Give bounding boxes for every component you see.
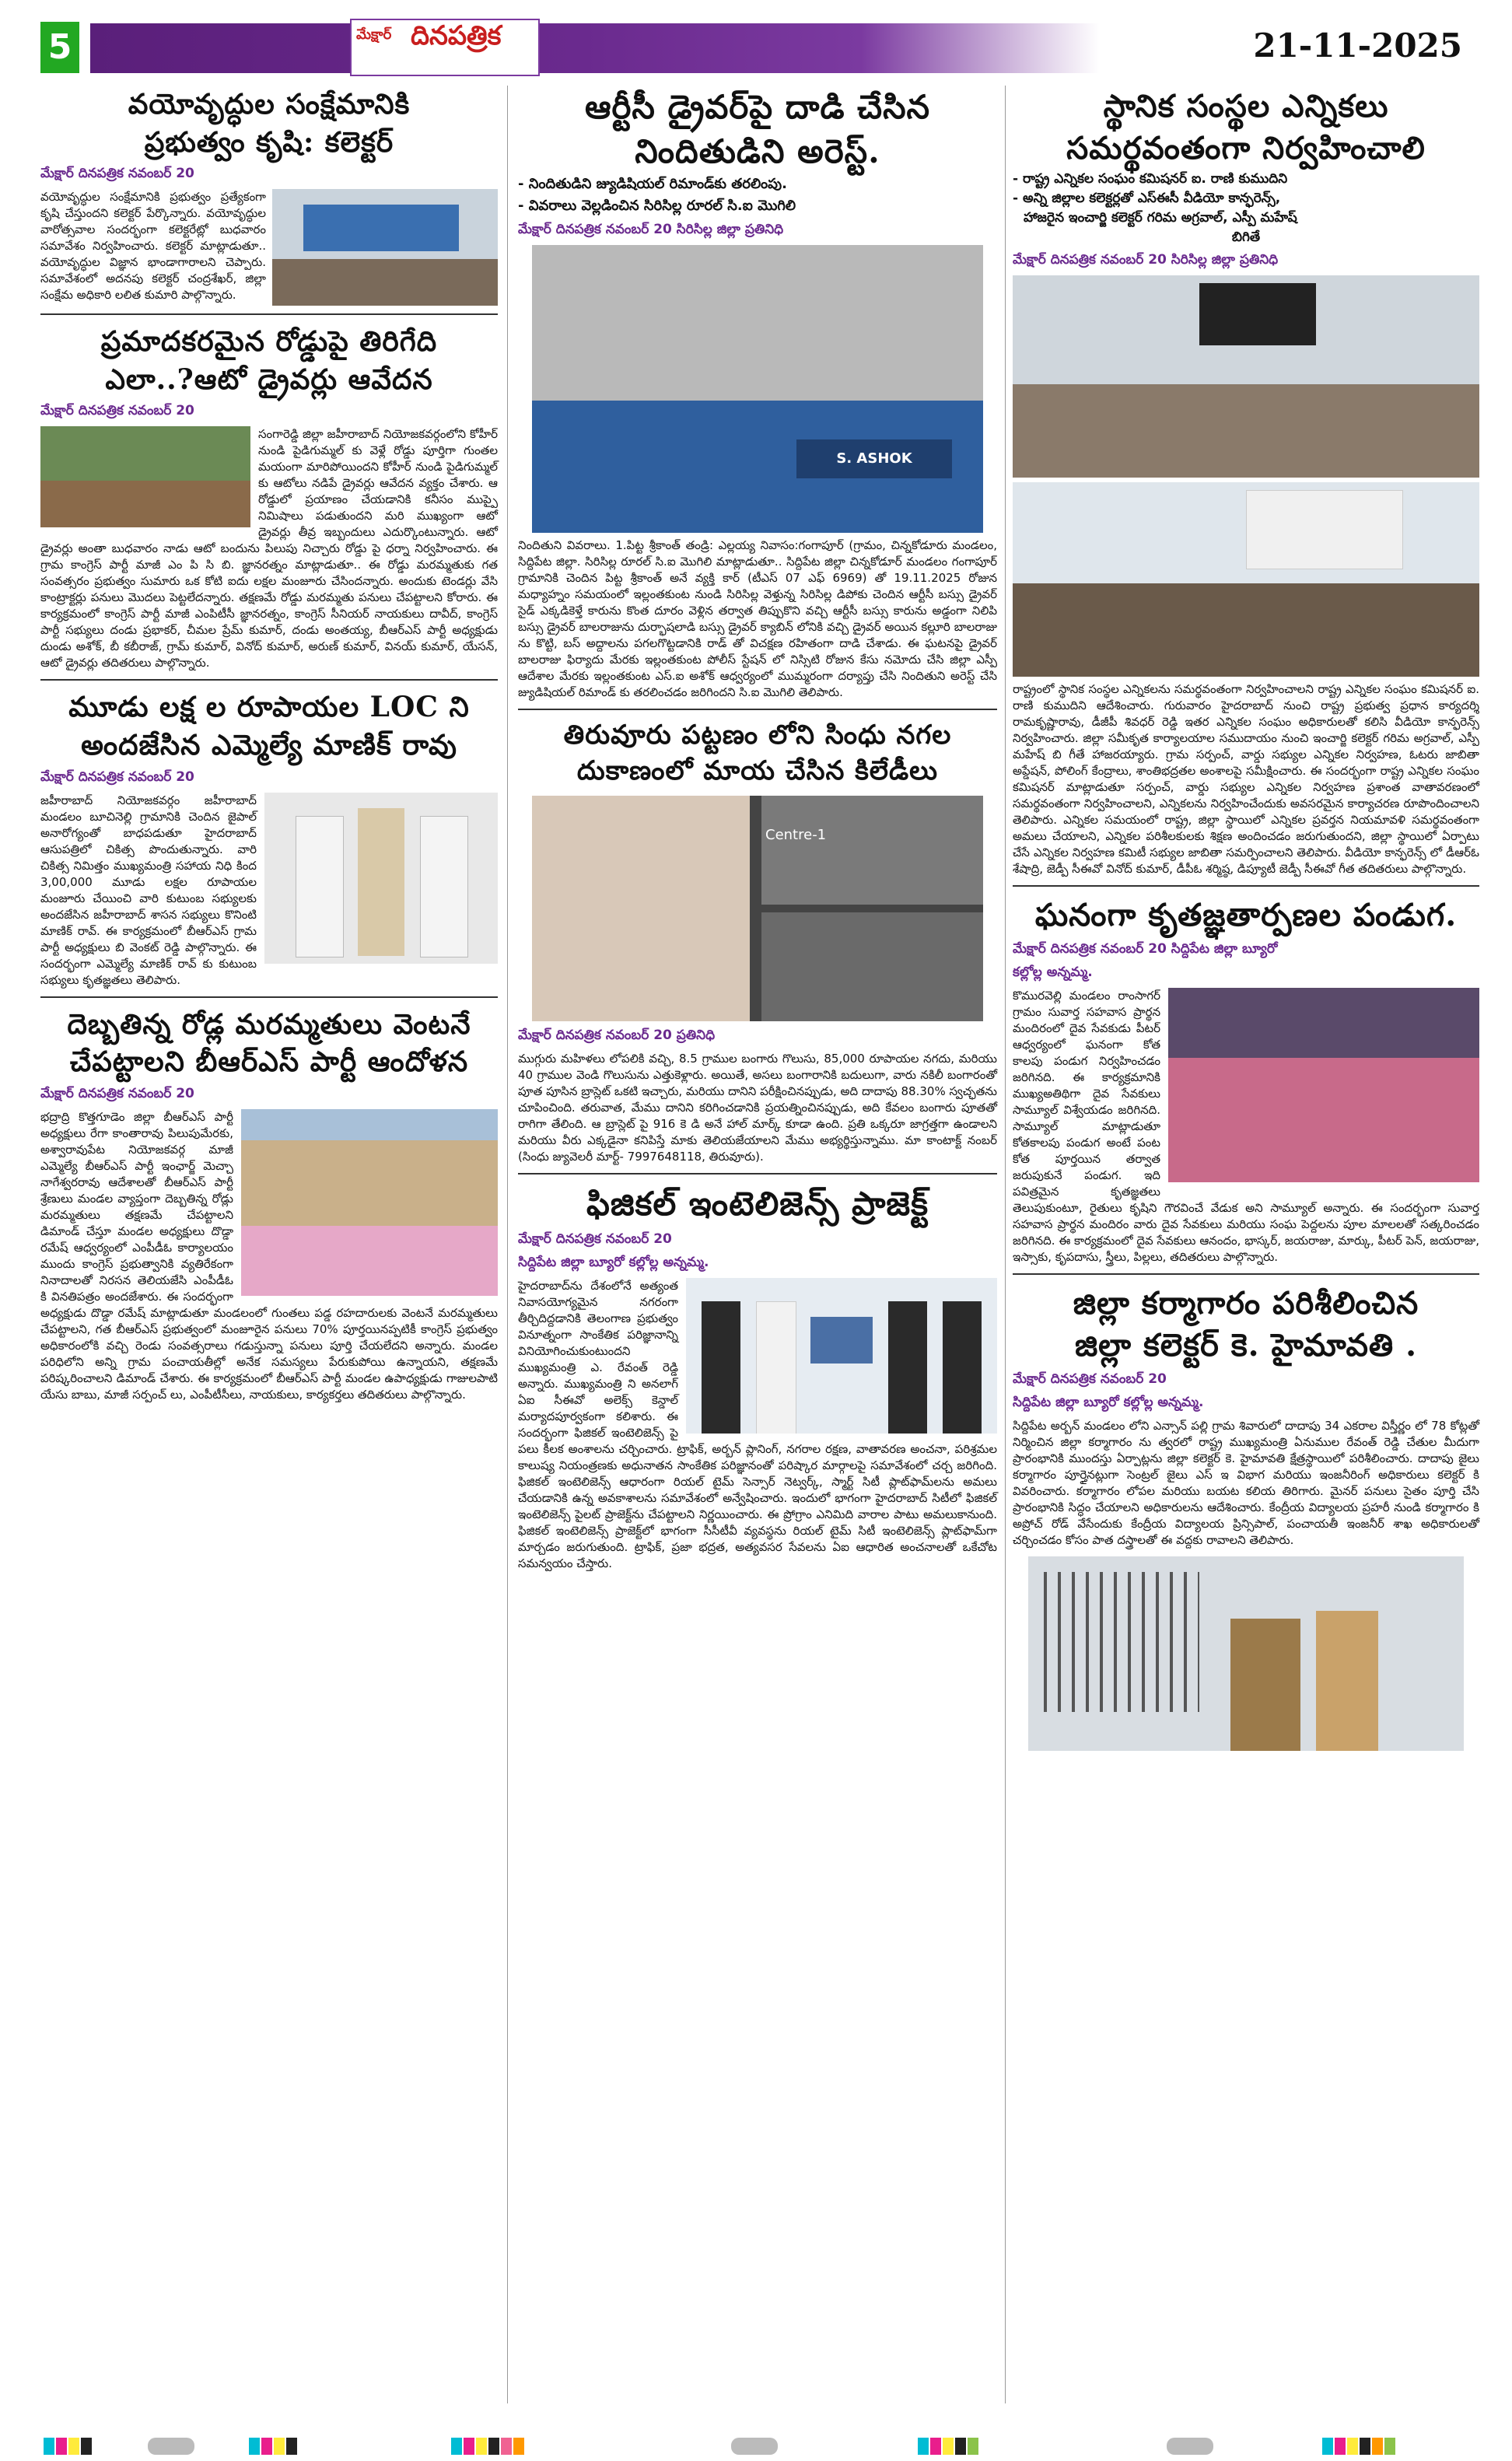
article-body: వయోవృద్ధుల సంక్షేమానికి ప్రభుత్వం ప్రత్యేకంగా కృషి చేస్తుందని కలెక్టర్ పేర్కొన్నారు. వయోవృద్ధుల వారోత్సవాల సందర్భంగా కలెక్టరేట్లో బుధవారం సమావేశం నిర్వహించారు. కలెక్టర్ మాట్లాడుతూ.. వయోవృద్ధుల విజ్ఞాన భాండాగారాలని చెప్పారు. సమావేశంలో అదనపు కలెక్టర్ చంద్రశేఖర్, జిల్లా సంక్షేమ అధికారి లలిత కుమారి పాల్గొన్నారు. — [40, 190, 266, 303]
headline-line: నిందితుడిని అరెస్ట్. — [635, 131, 880, 170]
article-body: సిద్దిపేట అర్బన్ మండలం లోని ఎన్సాన్ పల్లి గ్రామ శివారులో దాదాపు 34 ఎకరాల విస్తీర్ణం లో 78 కోట్లతో నిర్మించిన జిల్లా కర్మాగారం ను త్వరలో రాష్ట్ర ముఖ్యమంత్రి ఏనుముల రేవంత్ రెడ్డి చేతుల మీదుగా ప్రారంభానికి ముందస్తు ఏర్పాట్లను జిల్లా కలెక్టర్ కె. హైమావతి క్షేత్రస్థాయిలో పరిశీలించారు. దాదాపు జైలు కర్మాగారం పూర్తైనట్లుగా సెంట్రల్ జైలు ఎస్ ఇ విభాగ మరియు ఇంజనీరింగ్ అధికారులు కలెక్టర్ కి వివరించారు. కర్మాగారం లోపల మరియు బయట కలియ తిరిగారు. మైనర్ పనులు సైతం పూర్తి చేసి ప్రారంభానికి సిద్ధం చేయాలని అధికారులను ఆదేశించారు. కేంద్రీయ విద్యాలయ ప్రహరీ నుండి కర్మాగారం కి అప్రోచ్ రోడ్ వేసేందుకు కేంద్రీయ విద్యాలయ ప్రిన్సిపాల్, పంచాయతీ ఇంజనీర్ శాఖ అధికారులతో చర్చించడం కోసం పాత దస్త్రాలతో ఈ వద్దకు రావాలని తెలిపారు. — [1013, 1419, 1479, 1547]
article-body: రాష్ట్రంలో స్థానిక సంస్థల ఎన్నికలను సమర్థవంతంగా నిర్వహించాలని రాష్ట్ర ఎన్నికల సంఘం కమిషనర్ ఐ. రాణి కుముదిని ఆదేశించారు. గురువారం హైదరాబాద్ నుంచి రాష్ట్ర ప్రభుత్వ ప్రధాన కార్యదర్శి రామకృష్ణారావు, డీజీపీ శివధర్ రెడ్డి ఇతర ఎన్నికల సంఘం అధికారులతో కలిసి వీడియో కాన్ఫరెన్స్ నిర్వహించారు. జిల్లా సమీకృత కార్యాలయాల సముదాయం నుంచి ఇంచార్జి కలెక్టర్ గరిమ అగ్రవాల్, ఎస్పీ మహేష్ బి గీతే హాజరయ్యారు. గ్రామ సర్పంచ్, వార్డు సభ్యుల ఎన్నికల నిర్వహణ, ఓటరు జాబితా అప్డేషన్, పోలింగ్ కేంద్రాలు, శాంతిభద్రతల అంశాలపై సమీక్షించారు. ఈ సందర్భంగా రాష్ట్ర ఎన్నికల సంఘం కమిషనర్ మాట్లాడుతూ సర్పంచ్, వార్డు సభ్యుల ఎన్నికల నిర్వహణ ప్రశాంత వాతావరణంలో సమర్థవంతంగా నిర్వహించాలని, ఎన్నికలను నిర్వహించేందుకు అవసరమైన కార్యాచరణ రూపొందించాలని తెలిపారు. ఎన్నికల సమయంలో రాష్ట్ర, జిల్లా స్థాయిలో ఎన్నికల ప్రవర్తన నియమావళి సమర్థవంతంగా అమలు చేయాలని, ఎన్నికల పరిశీలకులకు శిక్షణ అందించడం జరుగుతుందని, జిల్లా స్థాయిలో ఏర్పాటు చేసే ఎన్నికల నిర్వహణ కమిటీ సభ్యుల జాబితా సమర్పించాలని తెలిపారు. వీడియో కాన్ఫరెన్స్ లో డీఆర్ఓ శేషాద్రి, జెడ్పీ సీఈవో వినోద్ కుమార్, డీపీఓ శర్మిష్ఠ, డిప్యూటీ జెడ్పీ సీఈవో గీత తదితరులు పాల్గొన్నారు. — [1013, 682, 1479, 876]
meeting-photo — [272, 189, 498, 306]
byline: మేక్షార్ దినపత్రిక నవంబర్ 20 — [40, 768, 194, 785]
headline-line: అందజేసిన ఎమ్మెల్యే మాణిక్ రావు — [81, 728, 457, 761]
article-body: భద్రాద్రి కొత్తగూడెం జిల్లా బీఆర్ఎస్ పార్టీ అధ్యక్షులు రేగా కాంతారావు పిలుపుమేరకు, అశ్వారావుపేట నియోజకవర్గ మాజీ ఎమ్మెల్యే బీఆర్ఎస్ పార్టీ ఇంఛార్జ్ మెచ్చా నాగేశ్వరరావు ఆదేశాలతో బీఆర్ఎస్ పార్టీ శ్రేణులు మండల వ్యాప్తంగా దెబ్బతిన్న రోడ్లు మరమ్మతులు తక్షణమే చేపట్టాలని డిమాండ్ చేస్తూ మండల అధ్యక్షులు దొడ్డా రమేష్ ఆధ్వర్యంలో ఎంపీడీఓ కార్యాలయం ముందు కాంగ్రెస్ ప్రభుత్వానికి వ్యతిరేకంగా నినాదాలతో నిరసన తెలియజేసి ఎంపీడీఓ కి వినతిపత్రం అందజేశారు. ఈ సందర్భంగా అధ్యక్షుడు దొడ్డా రమేష్ మాట్లాడుతూ మండలంలో గుంతలు పడ్డ రహదారులకు వెంటనే మరమ్మతులు చేపట్టాలని, గత బీఆర్ఎస్ ప్రభుత్వంలో మంజూరైన పనులు 70% పూర్తయినప్పటికీ కాంగ్రెస్ ప్రభుత్వం అధికారంలోకి వచ్చి రెండు సంవత్సరాలు గడుస్తున్నా పనులు పూర్తి చేయలేదని అన్నారు. మండల పరిధిలోని అన్ని గ్రామ పంచాయతీల్లో అనేక సమస్యలు పేరుకుపోయి ఉన్నాయని, తక్షణమే పరిష్కరించాలని డిమాండ్ చేశారు. ఈ కార్యక్రమంలో బీఆర్ఎస్ పార్టీ మండల ఉపాధ్యక్షుడు గాజులపాటి యేసు బాబు, మాజీ సర్పంచ్ లు, ఎంపీటీసీలు, నాయకులు, కార్యకర్తలు తదితరులు పాల్గొన్నారు. — [40, 1109, 498, 1402]
divider — [40, 313, 498, 315]
article-body: కొమురవెల్లి మండలం రాంసాగర్ గ్రామం సువార్త సహవాస ప్రార్థన మందిరంలో దైవ సేవకుడు పీటర్ ఆధ్వర్యంలో ఘనంగా కోత కాలపు పండుగ నిర్వహించడం జరిగినది. ఈ కార్యక్రమానికి ముఖ్యఅతిథిగా దైవ సేవకులు సామ్యూల్ విశ్వేయడం జరిగినది. సామ్యూల్ మాట్లాడుతూ కోతకాలపు పండుగ అంటే పంట కోత పూర్తయిన తర్వాత జరుపుకునే పండుగ. ఇది పవిత్రమైన కృతజ్ఞతలు తెలుపుకుంటూ, రైతులు కృషిని గౌరవించే వేడుక అని సామ్యూల్ అన్నారు. ఈ సందర్భంగా సువార్త సహవాస ప్రార్థన మందిరం వారు దైవ సేవకులు మరియు సంఘ పెద్దలను పూల మాలలతో సత్కరించడం జరిగినది. ఈ కార్యక్రమంలో దైవ సేవకులు ఆనందం, భాస్కర్, జయరాజు, మార్కు, పీటర్ పెన్, జయరాజు, ఇస్సాకు, కృపదాసు, స్త్రీలు, పిల్లలు, తదితరులు పాల్గొన్నారు. — [1013, 989, 1479, 1264]
column-right — [1013, 86, 1479, 1759]
headline-line: జిల్లా కలెక్టర్ కె. హైమావతి . — [1074, 1327, 1418, 1364]
byline: మేక్షార్ దినపత్రిక నవంబర్ 20 — [1013, 1371, 1167, 1387]
byline: మేక్షార్ దినపత్రిక నవంబర్ 20 సిరిసిల్ల జిల్లా ప్రతినిధి — [518, 222, 784, 238]
column-divider — [507, 86, 508, 2403]
headline-line: ప్రభుత్వం కృషి: కలెక్టర్ — [144, 125, 394, 159]
subheading: - వివరాలు వెల్లడించిన సిరిసిల్ల రూరల్ సి.ఐ మొగిలి — [518, 198, 796, 215]
article-brs-roads — [40, 1006, 498, 1403]
headline-line: తిరువూరు పట్టణం లోని సింధు నగల — [563, 719, 952, 751]
divider — [40, 679, 498, 681]
subheading: - నిందితుడిని జ్యుడిషియల్ రిమాండ్‌కు తరలింపు. — [518, 176, 787, 193]
article-physical-intelligence — [518, 1182, 997, 1572]
article-body: సంగారెడ్డి జిల్లా జహీరాబాద్ నియోజకవర్గంలోని కోహీర్ నుండి పైడిగుమ్మల్ కు వెళ్లే రోడ్డు పూర్తిగా గుంతల మయంగా మారిపోయిందని కోహీర్ నుండి పైడిగుమ్మల్ కు ఆటోలు నడిపే డ్రైవర్లు ఆవేదన వ్యక్తం చేశారు. ఆ రోడ్డులో ప్రయాణం చేయడానికి కనీసం ముప్పై నిమిషాలు పడుతుందని మరి ముఖ్యంగా ఆటో డ్రైవర్లు తీవ్ర ఇబ్బందులు ఎదుర్కొంటున్నారు. ఆటో డ్రైవర్లు అంతా బుధవారం నాడు ఆటో బందును పిలుపు నిచ్చారు రోడ్డు పై ధర్నా నిర్వహించారు. ఈ గ్రామ కాంగ్రెస్ పార్టీ మాజీ ఎం పి సి బి. జ్ఞానరత్నం మాట్లాడుతూ.. ఈ రోడ్డు మరమ్మతుకు గత సంవత్సరం ప్రభుత్వం సుమారు ఒక కోటి ఐదు లక్షల మంజూరు చేసిందన్నారు. అందుకు టెండర్లు వేసి కాంట్రాక్టర్లు పనులు మొదలు పెట్టలేదన్నారు. తక్షణమే రోడ్డు మరమ్మతు పనులు చేపట్టాలని కోరారు. ఈ కార్యక్రమంలో కాంగ్రెస్ పార్టీ మాజీ ఎంపిటీసీ జ్ఞానరత్నం, కాంగ్రెస్ సీనియర్ నాయకులు దావీద్, కాంగ్రెస్ పార్టీ సభ్యులు దండు ప్రభాకర్, చీమల ప్రేమ్ కుమార్, దండు అంతయ్య, బీఆర్ఎస్ పార్టీ అధ్యక్షుడు దుండు అశోక్, బీ కబీరాజ్, గ్రామ్ కుమార్, వినోద్ కుమార్, అరుణ్ కుమార్, వినయ్ కుమార్, యేసన్, ఆటో డ్రైవర్లు తదితరులు పాల్గొన్నారు. — [40, 427, 498, 670]
byline: మేక్షార్ దినపత్రిక నవంబర్ 20 సిద్దిపేట జిల్లా బ్యూరో — [1013, 941, 1278, 957]
article-rtc-driver-attack — [518, 86, 997, 701]
cctv-collage — [532, 796, 983, 1021]
article-harvest-festival — [1013, 894, 1479, 1266]
masthead — [0, 0, 1512, 78]
article-jewellery-fraud — [518, 718, 997, 1165]
byline: సిద్దిపేట జిల్లా బ్యూరో కల్లోల్ల అన్నమ్మ. — [518, 1254, 709, 1270]
cm-meeting-photo — [686, 1278, 997, 1434]
cctv-label: Centre-1 — [765, 827, 827, 844]
article-senior-citizens — [40, 86, 498, 306]
divider — [518, 1173, 997, 1174]
brs-protest-photo — [241, 1109, 498, 1296]
headline-line: చేపట్టాలని బీఆర్ఎస్ పార్టీ ఆందోళన — [69, 1045, 469, 1079]
headline-line: మూడు లక్ష ల రూపాయల LOC ని — [68, 691, 470, 724]
headline-line: దెబ్బతిన్న రోడ్ల మరమ్మతులు వెంటనే — [67, 1007, 471, 1041]
byline: కల్లోల్ల అన్నమ్మ. — [1013, 964, 1093, 980]
headline-line: ఎలా..?ఆటో డ్రైవర్లు ఆవేదన — [105, 362, 433, 396]
article-road-auto-drivers — [40, 323, 498, 671]
article-local-elections — [1013, 86, 1479, 877]
byline: మేక్షార్ దినపత్రిక నవంబర్ 20 — [40, 403, 194, 419]
byline: సిద్దిపేట జిల్లా బ్యూరో కల్లోల్ల అన్నమ్మ. — [1013, 1395, 1204, 1410]
headline-line: దుకాణంలో మాయ చేసిన కిలేడీలు — [576, 755, 939, 787]
headline-line: సమర్థవంతంగా నిర్వహించాలి — [1066, 130, 1426, 166]
subheading: - రాష్ట్ర ఎన్నికల సంఘం కమిషనర్ ఐ. రాణి కుముదిని — [1013, 171, 1288, 187]
logo-prefix: మేక్షార్ — [356, 26, 392, 43]
byline: మేక్షార్ దినపత్రిక నవంబర్ 20 సిరిసిల్ల జిల్లా ప్రతినిధి — [1013, 252, 1279, 268]
church-group-photo — [1168, 988, 1479, 1182]
jail-inspection-photo — [1028, 1556, 1464, 1751]
divider — [40, 996, 498, 998]
print-registration-strip — [0, 2430, 1512, 2461]
headline: ఘనంగా కృతజ్ఞతార్పణల పండుగ. — [1034, 897, 1458, 933]
page-number: 5 — [40, 22, 79, 73]
headline-line: ఆర్టీసీ డ్రైవర్‌పై దాడి చేసిన — [584, 88, 931, 126]
article-body: హైదరాబాద్‌ను దేశంలోనే అత్యంత నివాసయోగ్యమైన నగరంగా తీర్చిదిద్దడానికి తెలంగాణ ప్రభుత్వం వినూత్నంగా సాంకేతిక పరిజ్ఞానాన్ని వినియోగించుకుంటుందని ముఖ్యమంత్రి ఎ. రేవంత్ రెడ్డి అన్నారు. ముఖ్యమంత్రి ని అనలాగ్ ఏఐ సీఈవో అలెక్స్ కెన్డాల్ మర్యాదపూర్వకంగా కలిశారు. ఈ సందర్భంగా ఫిజికల్ ఇంటెలిజెన్స్ పై పలు కీలక అంశాలను చర్చించారు. ట్రాఫిక్, అర్బన్ ప్లానింగ్, నగరాల రక్షణ, వాతావరణ అంచనా, పరిశ్రమల కాలుష్య నియంత్రణకు అధునాతన సాంకేతిక పరిజ్ఞానంతో పరిష్కార మార్గాలపై సమావేశంలో చర్చ జరిగింది. ఫిజికల్ ఇంటెలిజెన్స్ ఆధారంగా రియల్ టైమ్ సెన్సార్ నెట్వర్క్, స్మార్ట్ సిటీ ప్లాట్‌ఫామ్‌లను అమలు చేయడానికి ఉన్న అవకాశాలను సమావేశంలో అన్వేషించారు. ఇందులో భాగంగా హైదరాబాద్ సిటీలో ఫిజికల్ ఇంటెలిజెన్స్ పైలట్ ప్రాజెక్ట్‌ను చేపట్టాలని నిర్ణయించారు. ఈ ప్రోగ్రాం ఎనిమిది వారాల పాటు అమలుకానుంది. ఫిజికల్ ఇంటెలిజెన్స్ ప్రాజెక్ట్‌లో భాగంగా సీసీటీవీ వ్యవస్థను రియల్ టైమ్ సిటీ ఇంటెలిజెన్స్ ప్లాట్‌ఫామ్‌గా మార్చడం జరుగుతుంది. ట్రాఫిక్, ప్రజా భద్రత, అత్యవసర సేవలను ఏఐ ఆధారిత అంచనాలతో ఒకేచోట సమన్వయం చేస్తారు. — [518, 1278, 997, 1570]
byline: మేక్షార్ దినపత్రిక నవంబర్ 20 — [40, 1085, 194, 1101]
issue-date: 21-11-2025 — [1253, 26, 1462, 65]
article-jail-inspection — [1013, 1283, 1479, 1751]
column-divider — [1005, 86, 1006, 2403]
divider — [518, 709, 997, 710]
byline: మేక్షార్ దినపత్రిక నవంబర్ 20 ప్రతినిధి — [518, 1027, 716, 1044]
article-body: ముగ్గురు మహిళలు లోపలికి వచ్చి, 8.5 గ్రాముల బంగారు గొలుసు, 85,000 రూపాయల నగదు, మరియు 40 గ్రాముల వెండి గొలుసును ఎత్తుకెళ్లారు. అయితే, అసలు బంగారానికి బదులుగా, వారు నకిలీ బంగారంతో పూత పూసిన బ్రాస్లెట్ ఒకటి ఇచ్చారు, మరియు దానిని పరీక్షించినప్పుడు, అది దాదాపు 88.30% స్వచ్ఛతను చూపించింది. తరువాత, మేము దానిని కరిగించడానికి ప్రయత్నించినప్పుడు, అది కేవలం బంగారు పూతతో రాగిగా తేలింది. ఆ బ్రాస్లెట్ పై 916 కె డి అనే హాల్ మార్క్ కూడా ఉంది. ప్రతి ఒక్కరూ జాగ్రత్తగా ఉండాలని మరియు వీరు ఎక్కడైనా కనిపిస్తే మాకు తెలియజేయాలని మేము అభ్యర్థిస్తున్నాము. మా కాంటాక్ట్ నంబర్ (సింధు జ్యువెలరీ మార్ట్- 7997648118, తిరువూరు). — [518, 1052, 997, 1164]
headline-line: జిల్లా కర్మాగారం పరిశీలించిన — [1073, 1285, 1419, 1322]
headline-line: స్థానిక సంస్థల ఎన్నికలు — [1103, 88, 1389, 124]
article-loc-mla — [40, 688, 498, 988]
headline-line: ప్రమాదకరమైన రోడ్డుపై తిరిగేది — [100, 325, 438, 359]
subheading: - అన్ని జిల్లాల కలెక్టర్లతో ఎస్ఈసీ వీడియో కాన్ఫరెన్స్, — [1013, 191, 1281, 206]
divider — [1013, 885, 1479, 887]
column-left — [40, 86, 498, 1403]
divider — [1013, 1273, 1479, 1275]
video-conference-photo — [1013, 275, 1479, 478]
byline: మేక్షార్ దినపత్రిక నవంబర్ 20 — [40, 166, 194, 182]
nameplate: S. ASHOK — [796, 439, 952, 478]
byline: మేక్షార్ దినపత్రిక నవంబర్ 20 — [518, 1230, 672, 1247]
subheading: హాజరైన ఇంచార్జి కలెక్టర్ గరిమ అగ్రవాల్, ఎస్పీ మహేష్ — [1024, 210, 1297, 226]
subheading: బిగితే — [1231, 229, 1261, 245]
protest-photo — [40, 426, 250, 527]
police-arrest-photo — [532, 245, 983, 533]
column-middle — [518, 86, 997, 1572]
headline: ఫిజికల్ ఇంటెలిజెన్స్ ప్రాజెక్ట్ — [586, 1185, 929, 1223]
logo-name: దినపత్రిక — [411, 20, 502, 51]
collectorate-meeting-photo — [1013, 482, 1479, 677]
headline-line: వయోవృద్ధుల సంక్షేమానికి — [128, 88, 411, 121]
article-body: జహీరాబాద్ నియోజకవర్గం జహీరాబాద్ మండలం బూచినెల్లి గ్రామానికి చెందిన జైపాల్ అనారోగ్యంతో బాధపడుతూ హైదరాబాద్ ఆసుపత్రిలో చికిత్స పొందుతున్నారు. వారి చికిత్స నిమిత్తం ముఖ్యమంత్రి సహాయ నిధి కింద 3,00,000 మూడు లక్షల రూపాయల మంజూరు చేయించి వారి కుటుంబ సభ్యులకు అందజేసిన జహీరాబాద్ శాసన సభ్యులు కొనింటి మాణిక్ రావ్. ఈ కార్యక్రమంలో బీఆర్ఎస్ గ్రామ పార్టీ అధ్యక్షులు బి వెంకట్ రెడ్డి పాల్గొన్నారు. ఈ సందర్భంగా ఎమ్మెల్యే మాణిక్ రావ్ కు కుటుంబ సభ్యులు కృతజ్ఞతలు తెలిపారు. — [40, 793, 257, 987]
article-body: నిందితుని వివరాలు. 1.పిట్ట శ్రీకాంత్ తండ్రి: ఎల్లయ్య నివాసం:గంగాపూర్ (గ్రామం, చిన్నకోడూరు మండలం, సిద్దిపేట జిల్లా. సిరిసిల్ల రూరల్ సి.ఐ మొగిలి మాట్లాడుతూ.. సిద్దిపేట జిల్లా చిన్నకోడూర్ మండలం గంగాపూర్ గ్రామానికి చెందిన పిట్ట శ్రీకాంత్ అనే వ్యక్తి కార్ (టీఎస్ 07 ఎఫ్ 6969) తో 19.11.2025 రోజున మధ్యాహ్నం సమయంలో ఇల్లంతకుంట నుండి సిరిసిల్ల వెళ్తున్న సిరిసిల్ల డిపోకు చెందిన ఆర్టీసీ బస్సు డ్రైవర్ సైడ్ ఎక్కడికెళ్తే కారును కొంత దూరం వెళ్లిన తర్వాత తిప్పుకొని వచ్చి ఆర్టీసీ బస్సు కారును అడ్డంగా నిలిపి బస్సు డ్రైవర్ బాలరాజును దుర్భాషలాడి బస్సు డ్రైవర్ క్యాబిన్ లోనికి వచ్చి డ్రైవర్ అయిన కల్లూరి బాలరాజు ను కొట్టి, బస్ అద్దాలను పగలగొట్టడానికి రాడ్ తో విచక్షణ రహితంగా దాడి చేశాడు. ఈ ఘటనపై డ్రైవర్ బాలరాజు ఫిర్యాదు మేరకు ఇల్లంతకుంట పోలీస్ స్టేషన్ లో నిస్సిటి రోజున కేసు నమోదు చేసి జిల్లా ఎస్పీ ఆదేశాల మేరకు ఇల్లంతకుంట ఎస్.ఐ అశోక్ ఆధ్వర్యంలో ముమ్మరంగా దర్యాప్తు చేసి నిందితుని అరెస్ట్ చేసి జ్యుడిషియల్ రిమాండ్ కు తరలించడం జరిగిందని సి.ఐ మొగిలి తెలిపారు. — [518, 538, 997, 700]
cheque-handover-photo — [264, 793, 498, 964]
